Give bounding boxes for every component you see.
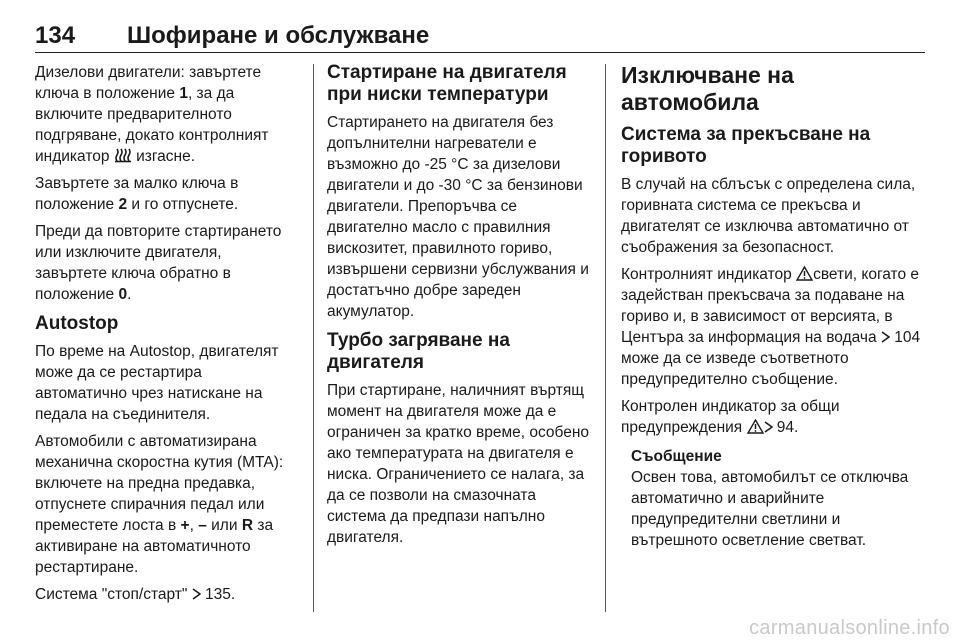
note-body: Освен това, автомобилът се отключва автоматично и аварийните предупредителни светлини и вътрешното осветление светват. [631,469,909,549]
page-reference-icon [881,331,890,343]
heading-cold-start: Стартиране на двигателя при ниски температури [327,62,567,105]
column-middle [327,62,590,554]
paragraph-turbo-warmup: При стартиране, наличният въртящ момент на двигателя може да е ограничен за кратко време, особено ако температурата на двигателя е ниска. Ограничението се налага, за да се позволи на смазочната система да предпази напълно двигателя. [327,382,590,546]
column-right [621,62,926,557]
heading-turning-off: Изключване на автомобила [621,62,794,115]
paragraph-stop-start-ref: Система "стоп/старт" 135. [35,586,236,603]
page-number: 134 [35,22,76,49]
paragraph-autostop: По време на Autostop, двигателят може да се рестартира автоматично чрез натискане на педала на съединителя. [35,343,279,423]
warning-triangle-icon [796,266,813,281]
column-left [35,62,297,611]
paragraph-repeat-start: Преди да повторите стартирането или изключите двигателя, завъртете ключа обратно в положение 0. [35,223,282,303]
heading-autostop: Autostop [35,313,119,334]
paragraph-turn-key: Завъртете за малко ключа в положение 2 и го отпуснете. [35,175,239,213]
page-title: Шофиране и обслужване [127,22,430,49]
paragraph-mta: Автомобили с автоматизирана механична скоростна кутия (MTA): включете на предна предавка, отпуснете спирачния педал или преместете лоста в +, – или R за активиране на автоматичното рестартиране. [35,433,284,576]
heading-turbo-warmup: Турбо загряване на двигателя [327,330,510,373]
page-header [35,22,925,53]
paragraph-cold-start: Стартирането на двигателя без допълнителни нагреватели е възможно до -25 °C за дизелови двигатели и до -30 °C за бензинови двигатели. Препоръчва се двигателно масло с правилния вискозитет, правилното гориво, извършени сервизни убслужвания и достатъчно добре зареден акумулатор. [327,114,589,320]
paragraph-diesel-preheat: Дизелови двигатели: завъртете ключа в положение 1, за да включите предварителното подгряване, докато контролният индикатор изгасне. [35,64,269,165]
column-divider [605,64,606,612]
page-reference-icon [764,421,773,433]
heading-fuel-cutoff: Система за прекъсване на горивото [621,124,871,167]
glow-plug-icon [114,147,132,163]
page-reference-icon [192,588,201,600]
warning-triangle-icon [747,419,764,434]
paragraph-collision: В случай на сблъсък с определена сила, горивната система се прекъсва и двигателят се изключва автоматично от съображения за безопасност. [621,176,916,256]
watermark: carmanualsonline.info [749,617,950,639]
note-title: Съобщение [631,448,722,465]
paragraph-general-warning: Контролен индикатор за общи предупреждения 94. [621,398,840,436]
column-divider [313,64,314,612]
paragraph-indicator: Контролният индикатор свети, когато е задействан прекъсвача за подаване на гориво и, в зависимост от версията, в Центъра за информация на водача 104 може да се изведе съответното предупредително съобщение. [621,266,921,388]
